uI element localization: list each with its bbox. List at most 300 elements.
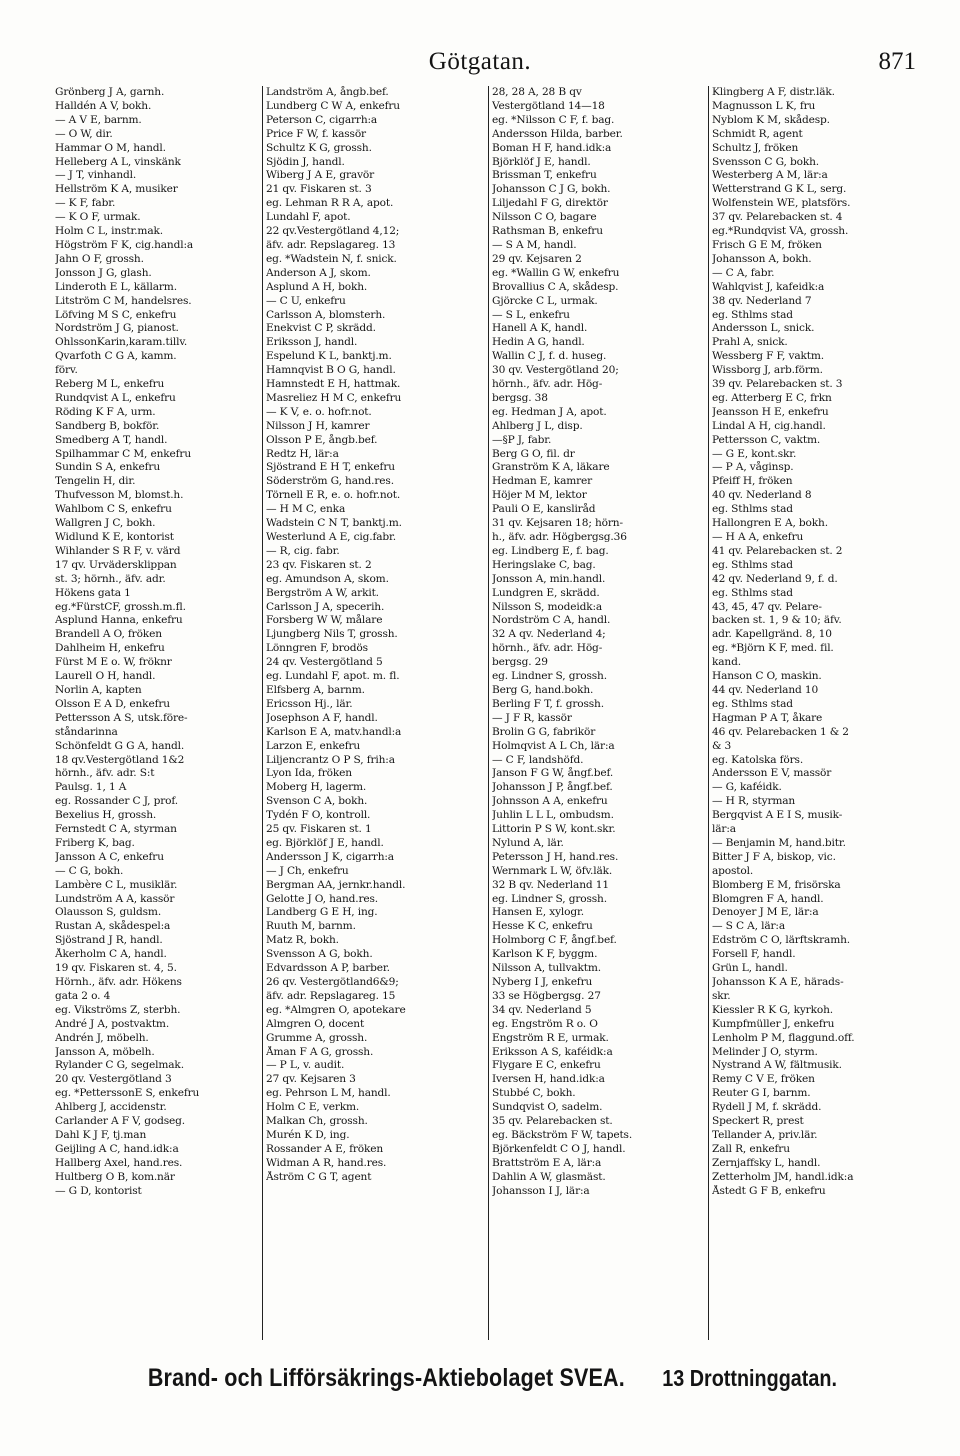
directory-entry: Wetterstrand G K L, serg. <box>712 183 847 196</box>
directory-entry: 40 qv. Nederland 8 <box>712 489 812 502</box>
directory-entry: ståndarinna <box>55 725 118 738</box>
directory-entry: Fernstedt C A, styrman <box>55 823 177 836</box>
directory-entry: — G, kaféidk. <box>712 781 782 794</box>
directory-entry: Sundin S A, enkefru <box>55 461 161 474</box>
directory-entry: Schönfeldt G G A, handl. <box>55 739 185 752</box>
directory-entry: Röding K F A, urm. <box>55 405 156 418</box>
directory-entry: Dahlin A W, glasmäst. <box>492 1170 606 1183</box>
directory-entry: eg.*Rundqvist VA, grossh. <box>712 225 849 238</box>
directory-entry: Matz R, bokh. <box>266 934 339 947</box>
directory-entry: Eriksson A S, kaféidk:a <box>492 1045 613 1058</box>
directory-entry: Wissborg J, arb.förm. <box>712 364 823 377</box>
directory-entry: & 3 <box>712 739 732 752</box>
directory-entry: eg. Engström R o. O <box>492 1017 598 1030</box>
directory-entry: Landström A, ångb.bef. <box>266 86 389 98</box>
directory-entry: Lyon Ida, fröken <box>266 767 352 780</box>
directory-entry: äfv. adr. Repslagareg. 13 <box>266 238 396 251</box>
directory-entry: Rylander C G, segelmak. <box>55 1059 184 1072</box>
directory-entry: Johansson C J G, bokh. <box>492 183 611 196</box>
directory-entry: 29 qv. Kejsaren 2 <box>492 252 582 265</box>
directory-entry: Smedberg A T, handl. <box>55 433 168 446</box>
directory-column-4 <box>712 86 921 1340</box>
directory-entry: eg. Katolska förs. <box>712 753 804 766</box>
directory-entry: eg. *Wadstein N, f. snick. <box>266 252 397 265</box>
directory-entry: Tellander A, priv.lär. <box>712 1128 818 1141</box>
directory-entry: Kumpfmüller J, enkefru <box>712 1017 835 1030</box>
directory-entry: Grün L, handl. <box>712 962 788 975</box>
directory-entry: 46 qv. Pelarebacken 1 & 2 <box>712 725 849 738</box>
directory-entry: Sjödin J, handl. <box>266 155 345 168</box>
directory-entry: Peterson C, cigarrh:a <box>266 113 378 126</box>
directory-entry: Löfving M S C, enkefru <box>55 308 177 321</box>
directory-entry: eg. *Wallin G W, enkefru <box>492 266 620 279</box>
directory-entry: Ahlberg J L, disp. <box>492 419 583 432</box>
directory-entry: Jeansson H E, enkefru <box>712 405 829 418</box>
directory-entry: Karlson E A, matv.handl:a <box>266 725 402 738</box>
directory-entry: Holmborg C F, ångf.bef. <box>492 934 617 947</box>
directory-entry: Fürst M E o. W, fröknr <box>55 656 172 669</box>
directory-entry: h., äfv. adr. Högbergsg.36 <box>492 531 627 543</box>
directory-entry: Berling F T, f. grossh. <box>492 697 604 710</box>
directory-entry: Lindal A H, cig.handl. <box>712 419 826 432</box>
directory-entry: Björklöf J E, handl. <box>492 155 591 168</box>
directory-entry: Rathsman B, enkefru <box>492 225 603 238</box>
directory-entry: Holm C E, verkm. <box>266 1101 360 1114</box>
directory-entry: — G D, kontorist <box>55 1184 142 1197</box>
directory-entry: 34 qv. Nederland 5 <box>492 1003 592 1016</box>
directory-entry: — G E, kont.skr. <box>712 447 797 460</box>
directory-entry: hörnh., äfv. adr. Hög- <box>492 642 603 655</box>
directory-entry: Wallin C J, f. d. huseg. <box>492 350 607 363</box>
directory-entry: äfv. adr. Repslagareg. 15 <box>266 989 396 1002</box>
directory-entry: st. 3; hörnh., äfv. adr. <box>55 572 166 585</box>
directory-entry: — K V, e. o. hofr.not. <box>266 405 372 418</box>
directory-entry: eg. Sthlms stad <box>712 308 793 321</box>
directory-entry: eg. Sthlms stad <box>712 697 793 710</box>
directory-entry: Svenson C A, bokh. <box>266 795 368 808</box>
directory-entry: Hansen E, xylogr. <box>492 906 584 919</box>
directory-entry: Wahlbom C S, enkefru <box>55 503 172 516</box>
directory-entry: — A V E, barnm. <box>55 113 142 126</box>
directory-entry: Brovallius C A, skådesp. <box>492 280 619 293</box>
directory-entry: — H M C, enka <box>266 503 346 516</box>
advertisement-text: Brand- och Lifförsäkrings-Aktiebolaget SVEA. <box>147 1364 625 1392</box>
directory-entry: eg. Lundahl F, apot. m. fl. <box>266 670 400 683</box>
directory-entry: Brolin G G, fabrikör <box>492 725 596 738</box>
directory-entry: Hökens gata 1 <box>55 586 131 599</box>
directory-entry: Zetterholm JM, handl.idk:a <box>712 1170 854 1183</box>
directory-entry: Norlin A, kapten <box>55 683 142 696</box>
directory-entry: Denoyer J M E, lär:a <box>712 906 819 919</box>
directory-entry: Nordström J G, pianost. <box>55 322 179 335</box>
directory-entry: Björkenfeldt C O J, handl. <box>492 1142 626 1155</box>
directory-entry: 42 qv. Nederland 9, f. d. <box>712 572 838 585</box>
directory-entry: Thufvesson M, blomst.h. <box>55 489 184 502</box>
directory-entry: 26 qv. Vestergötland6&9; <box>266 976 399 988</box>
page-header <box>0 48 960 84</box>
directory-entry: 24 qv. Vestergötland 5 <box>266 656 383 669</box>
directory-entry: Stubbé C, bokh. <box>492 1087 576 1100</box>
directory-entry: — C A, fabr. <box>712 266 775 279</box>
directory-column-2 <box>266 86 486 1340</box>
directory-entry: Dahlheim H, enkefru <box>55 642 165 655</box>
directory-entry: eg. Atterberg E C, frkn <box>712 391 832 404</box>
directory-entry: Espelund K L, banktj.m. <box>266 350 392 363</box>
directory-entry: Enekvist C P, skrädd. <box>266 322 376 335</box>
directory-entry: Tengelin H, dir. <box>55 475 136 488</box>
directory-entry: Åman F A G, grossh. <box>266 1045 374 1058</box>
directory-entry: Bergqvist A E I S, musik- <box>712 809 843 822</box>
directory-entry: Lönngren F, brodös <box>266 642 368 655</box>
directory-entry: eg. Sthlms stad <box>712 558 793 571</box>
directory-entry: Engström R E, urmak. <box>492 1031 609 1044</box>
directory-entry: apostol. <box>712 864 754 877</box>
directory-entry: 28, 28 A, 28 B qv <box>492 86 582 98</box>
directory-entry: Åstedt G F B, enkefru <box>712 1184 826 1197</box>
directory-entry: Hagman P A T, åkare <box>712 711 823 724</box>
directory-entry: eg. Lehman R R A, apot. <box>266 197 394 210</box>
directory-entry: Hedman E, kamrer <box>492 475 593 488</box>
directory-entry: Halldén A V, bokh. <box>55 99 152 112</box>
directory-entry: Westerlund A E, cig.fabr. <box>266 531 396 543</box>
directory-entry: Ahlberg J, accidenstr. <box>55 1101 167 1114</box>
directory-entry: Vestergötland 14—18 <box>492 99 605 112</box>
directory-entry: Pfeiff H, fröken <box>712 475 793 488</box>
advertisement-footer <box>0 1364 960 1400</box>
directory-entry: Hanson C O, maskin. <box>712 670 822 683</box>
directory-entry: Nordström C A, handl. <box>492 614 611 627</box>
directory-column-3 <box>492 86 706 1340</box>
directory-entry: eg. *Björn K F, med. fil. <box>712 642 834 655</box>
directory-entry: 30 qv. Vestergötland 20; <box>492 364 619 377</box>
directory-entry: Juhlin L L L, ombudsm. <box>492 809 614 822</box>
directory-entry: Edström C O, lärftskramh. <box>712 934 851 947</box>
directory-entry: Hamnqvist B O G, handl. <box>266 364 396 377</box>
directory-entry: Wihlander S R F, v. värd <box>55 544 181 557</box>
directory-entry: Johansson I J, lär:a <box>492 1184 590 1197</box>
directory-entry: eg. Amundson A, skom. <box>266 572 389 585</box>
directory-entry: Janson F G W, ångf.bef. <box>492 767 614 780</box>
directory-entry: — C U, enkefru <box>266 294 346 307</box>
directory-columns <box>55 86 921 1340</box>
directory-entry: Melinder J O, styrm. <box>712 1045 818 1058</box>
directory-entry: Zernjaffsky L, handl. <box>712 1156 821 1169</box>
directory-entry: 23 qv. Fiskaren st. 2 <box>266 558 372 571</box>
directory-entry: Andersson L, snick. <box>712 322 815 335</box>
directory-entry: Lundahl F, apot. <box>266 211 351 224</box>
directory-entry: Murén K D, ing. <box>266 1128 350 1141</box>
directory-entry: Lambère C L, musiklär. <box>55 878 178 891</box>
directory-entry: — K F, fabr. <box>55 197 116 210</box>
directory-entry: — J T, vinhandl. <box>55 169 137 182</box>
directory-entry: Widlund K E, kontorist <box>55 531 174 543</box>
directory-entry: Hultberg O B, kom.när <box>55 1170 175 1183</box>
directory-entry: Spilhammar C M, enkefru <box>55 447 191 460</box>
directory-entry: bergsg. 38 <box>492 391 548 404</box>
directory-entry: Holmqvist A L Ch, lär:a <box>492 739 615 752</box>
directory-entry: Jansson A, möbelh. <box>55 1045 155 1058</box>
directory-entry: Jansson A C, enkefru <box>55 850 164 863</box>
directory-entry: eg. Lindner S, grossh. <box>492 670 607 683</box>
directory-entry: Linderoth E L, källarm. <box>55 280 177 293</box>
directory-entry: Remy C V E, fröken <box>712 1073 815 1086</box>
directory-entry: 18 qv.Vestergötland 1&2 <box>55 753 185 766</box>
directory-entry: Litström C M, handelsres. <box>55 294 192 307</box>
directory-entry: Larzon E, enkefru <box>266 739 361 752</box>
directory-entry: —§P J, fabr. <box>492 433 552 446</box>
directory-entry: 25 qv. Fiskaren st. 1 <box>266 823 372 836</box>
directory-entry: Svensson C G, bokh. <box>712 155 819 168</box>
directory-entry: Sandberg B, bokför. <box>55 419 160 432</box>
directory-entry: Hallongren E A, bokh. <box>712 517 828 530</box>
directory-entry: Söderström G, hand.res. <box>266 475 394 488</box>
directory-entry: Brissman T, enkefru <box>492 169 597 182</box>
directory-entry: Hallberg Axel, hand.res. <box>55 1156 183 1169</box>
directory-entry: Sjöstrand J R, handl. <box>55 934 163 947</box>
directory-entry: Jahn O F, grossh. <box>55 252 144 265</box>
directory-entry: Johansson J P, ångf.bef. <box>492 781 613 794</box>
directory-entry: Ljungberg Nils T, grossh. <box>266 628 398 641</box>
directory-entry: 41 qv. Pelarebacken st. 2 <box>712 544 843 557</box>
directory-entry: Reuter G I, barnm. <box>712 1087 811 1100</box>
directory-entry: Granström K A, läkare <box>492 461 610 474</box>
directory-entry: Hesse K C, enkefru <box>492 920 593 933</box>
directory-entry: Zall R, enkefru <box>712 1142 790 1155</box>
directory-entry: Jonsson A, min.handl. <box>492 572 606 585</box>
directory-entry: eg. Lindberg E, f. bag. <box>492 544 609 557</box>
directory-entry: 21 qv. Fiskaren st. 3 <box>266 183 372 196</box>
directory-entry: Asplund A H, bokh. <box>266 280 368 293</box>
directory-entry: Gelotte J O, hand.res. <box>266 892 379 905</box>
directory-entry: Schultz K G, grossh. <box>266 141 372 154</box>
directory-entry: Frisch G E M, fröken <box>712 238 822 251</box>
directory-entry: Paulsg. 1, 1 A <box>55 781 127 794</box>
directory-entry: Dahl K J F, tj.man <box>55 1128 147 1141</box>
directory-entry: — H R, styrman <box>712 795 796 808</box>
directory-entry: Magnusson L K, fru <box>712 99 816 112</box>
directory-entry: Prahl A, snick. <box>712 336 788 349</box>
directory-entry: Landberg G E H, ing. <box>266 906 378 919</box>
directory-entry: — P A, våginsp. <box>712 461 794 474</box>
directory-entry: Andersson J K, cigarrh:a <box>266 850 394 863</box>
directory-entry: Eriksson J, handl. <box>266 336 358 349</box>
directory-entry: 37 qv. Pelarebacken st. 4 <box>712 211 843 224</box>
directory-entry: hörnh., äfv. adr. S:t <box>55 767 155 780</box>
directory-entry: eg. *Nilsson C F, f. bag. <box>492 113 615 126</box>
directory-entry: 43, 45, 47 qv. Pelare- <box>712 600 822 613</box>
directory-entry: Blomberg E M, frisörska <box>712 878 841 891</box>
directory-entry: Ericsson Hj., lär. <box>266 697 353 710</box>
directory-entry: backen st. 1, 9 & 10; äfv. <box>712 614 842 627</box>
directory-entry: Blomgren F A, handl. <box>712 892 824 905</box>
directory-entry: Speckert R, prest <box>712 1115 804 1128</box>
directory-entry: Tydén F O, kontroll. <box>266 809 371 822</box>
directory-entry: Iversen H, hand.idk:a <box>492 1073 605 1086</box>
directory-entry: Nilsson A, tullvaktm. <box>492 962 601 975</box>
directory-entry: OhlssonKarin,karam.tillv. <box>55 336 188 349</box>
directory-entry: 44 qv. Nederland 10 <box>712 683 819 696</box>
directory-entry: Nilsson J H, kamrer <box>266 419 370 432</box>
directory-entry: — S C A, lär:a <box>712 920 785 933</box>
directory-entry: Johansson A, bokh. <box>712 252 812 265</box>
directory-entry: eg. Lindner S, grossh. <box>492 892 607 905</box>
directory-entry: Asplund Hanna, enkefru <box>55 614 183 627</box>
directory-entry: Wahlqvist J, kafeidk:a <box>712 280 825 293</box>
directory-entry: — S A M, handl. <box>492 238 577 251</box>
directory-entry: Nyberg I J, enkefru <box>492 976 593 988</box>
directory-entry: eg. Bäckström F W, tapets. <box>492 1128 633 1141</box>
directory-entry: Edvardsson A P, barber. <box>266 962 390 975</box>
directory-entry: Qvarfoth C G A, kamm. <box>55 350 177 363</box>
directory-entry: Price F W, f. kassör <box>266 127 366 140</box>
directory-entry: Klingberg A F, distr.läk. <box>712 86 835 98</box>
directory-entry: Malkan Ch, grossh. <box>266 1115 368 1128</box>
directory-entry: Törnell E R, e. o. hofr.not. <box>266 489 401 502</box>
directory-entry: Schultz J, fröken <box>712 141 799 154</box>
directory-entry: Lundberg C W A, enkefru <box>266 99 400 112</box>
directory-entry: Nilsson C O, bagare <box>492 211 597 224</box>
directory-entry: — C F, landshöfd. <box>492 753 584 766</box>
directory-entry: 38 qv. Nederland 7 <box>712 294 812 307</box>
directory-entry: Nylund A, lär. <box>492 836 564 849</box>
directory-entry: Hellström K A, musiker <box>55 183 178 196</box>
directory-entry: 20 qv. Vestergötland 3 <box>55 1073 172 1086</box>
directory-entry: Karlson K F, byggm. <box>492 948 598 961</box>
directory-column-1 <box>55 86 260 1340</box>
directory-entry: hörnh., äfv. adr. Hög- <box>492 378 603 391</box>
directory-entry: Ruuth M, barnm. <box>266 920 356 933</box>
directory-entry: 27 qv. Kejsaren 3 <box>266 1073 356 1086</box>
directory-entry: eg. Hedman J A, apot. <box>492 405 607 418</box>
directory-entry: Wolfenstein WE, platsförs. <box>712 197 851 210</box>
directory-entry: Bergström A W, arkit. <box>266 586 379 599</box>
directory-entry: eg. Sthlms stad <box>712 503 793 516</box>
directory-entry: lär:a <box>712 823 736 836</box>
directory-entry: adr. Kapellgränd. 8, 10 <box>712 628 832 641</box>
directory-entry: Schmidt R, agent <box>712 127 803 140</box>
directory-entry: Berg G, hand.bokh. <box>492 683 594 696</box>
directory-entry: Bergman AA, jernkr.handl. <box>266 878 406 891</box>
directory-entry: Redtz H, lär:a <box>266 447 339 460</box>
directory-entry: 33 se Högbergsg. 27 <box>492 989 601 1002</box>
directory-entry: Olausson S, guldsm. <box>55 906 162 919</box>
directory-entry: Friberg K, bag. <box>55 836 135 849</box>
directory-entry: 17 qv. Urvädersklippan <box>55 558 177 571</box>
directory-entry: Liljedahl F G, direktör <box>492 197 608 210</box>
directory-entry: Liljencrantz O P S, frih:a <box>266 753 395 766</box>
directory-entry: Forsell F, handl. <box>712 948 796 961</box>
directory-entry: 31 qv. Kejsaren 18; hörn- <box>492 517 623 530</box>
directory-entry: 22 qv.Vestergötland 4,12; <box>266 225 400 238</box>
directory-entry: Grönberg J A, garnh. <box>55 86 165 98</box>
directory-entry: Josephson A F, handl. <box>266 711 378 724</box>
directory-entry: Laurell O H, handl. <box>55 670 156 683</box>
directory-entry: eg. *PetterssonE S, enkefru <box>55 1087 200 1100</box>
directory-entry: eg. Pehrson L M, handl. <box>266 1087 391 1100</box>
directory-entry: — J F R, kassör <box>492 711 572 724</box>
directory-entry: Carlander A F V, godseg. <box>55 1115 185 1128</box>
directory-entry: — K O F, urmak. <box>55 211 141 224</box>
directory-entry: — S L, enkefru <box>492 308 570 321</box>
directory-entry: Heringslake C, bag. <box>492 558 596 571</box>
directory-entry: Svensson A G, bokh. <box>266 948 373 961</box>
directory-entry: Högström F K, cig.handl:a <box>55 238 194 251</box>
directory-entry: Gjörcke C L, urmak. <box>492 294 598 307</box>
directory-entry: eg. *Almgren O, apotekare <box>266 1003 406 1016</box>
directory-entry: Helleberg A L, vinskänk <box>55 155 181 168</box>
directory-entry: Wernmark L W, öfv.läk. <box>492 864 613 877</box>
directory-entry: Carlsson J A, specerih. <box>266 600 385 613</box>
directory-entry: Wadstein C N T, banktj.m. <box>266 517 402 530</box>
directory-entry: Wallgren J C, bokh. <box>55 517 156 530</box>
directory-entry: Hörnh., äfv. adr. Hökens <box>55 976 182 988</box>
directory-entry: — C G, bokh. <box>55 864 124 877</box>
directory-entry: 32 A qv. Nederland 4; <box>492 628 606 641</box>
directory-entry: Nystrand A W, fältmusik. <box>712 1059 842 1072</box>
directory-entry: förv. <box>55 364 78 377</box>
directory-entry: Elfsberg A, barnm. <box>266 683 365 696</box>
directory-entry: eg. Rossander C J, prof. <box>55 795 179 808</box>
directory-entry: André J A, postvaktm. <box>55 1017 170 1030</box>
directory-entry: Widman A R, hand.res. <box>266 1156 387 1169</box>
directory-entry: Pettersson C, vaktm. <box>712 433 821 446</box>
directory-entry: gata 2 o. 4 <box>55 989 111 1002</box>
directory-entry: Jonsson J G, glash. <box>55 266 152 279</box>
directory-entry: Rossander A E, fröken <box>266 1142 384 1155</box>
directory-entry: bergsg. 29 <box>492 656 548 669</box>
directory-entry: Littorin P S W, kont.skr. <box>492 823 616 836</box>
directory-entry: Pettersson A S, utsk.före- <box>55 711 188 724</box>
directory-entry: Lenholm P M, flaggund.off. <box>712 1031 855 1044</box>
directory-entry: Bitter J F A, biskop, vic. <box>712 850 836 863</box>
page-number: 871 <box>878 48 916 75</box>
directory-entry: Hamnstedt E H, hattmak. <box>266 378 401 391</box>
directory-entry: Johnsson A A, enkefru <box>492 795 608 808</box>
directory-entry: Höjer M M, lektor <box>492 489 587 502</box>
directory-entry: Carlsson A, blomsterh. <box>266 308 386 321</box>
directory-entry: Holm C L, instr.mak. <box>55 225 163 238</box>
directory-entry: eg. Vikströms Z, sterbh. <box>55 1003 181 1016</box>
directory-entry: Hammar O M, handl. <box>55 141 166 154</box>
directory-entry: Anderson A J, skom. <box>266 266 371 279</box>
directory-entry: Brattström E A, lär:a <box>492 1156 602 1169</box>
directory-entry: eg.*FürstCF, grossh.m.fl. <box>55 600 186 613</box>
directory-entry: 39 qv. Pelarebacken st. 3 <box>712 378 843 391</box>
directory-entry: Åström C G T, agent <box>266 1170 372 1183</box>
directory-entry: Grumme A, grossh. <box>266 1031 368 1044</box>
directory-entry: Wiberg J A E, gravör <box>266 169 375 182</box>
directory-entry: Johansson K A E, härads- <box>712 976 844 988</box>
directory-entry: Andrén J, möbelh. <box>55 1031 149 1044</box>
directory-entry: 35 qv. Pelarebacken st. <box>492 1115 613 1128</box>
directory-entry: 19 qv. Fiskaren st. 4, 5. <box>55 962 177 975</box>
directory-entry: — Benjamin M, hand.bitr. <box>712 836 846 849</box>
directory-entry: Andersson E V, massör <box>712 767 832 780</box>
directory-entry: Nyblom K M, skådesp. <box>712 113 830 126</box>
directory-entry: eg. Sthlms stad <box>712 586 793 599</box>
directory-entry: Olsson E A D, enkefru <box>55 697 170 710</box>
directory-entry: skr. <box>712 989 731 1002</box>
directory-entry: Rundqvist A L, enkefru <box>55 391 176 404</box>
directory-entry: Masreliez H M C, enkefru <box>266 391 402 404</box>
directory-entry: — O W, dir. <box>55 127 113 140</box>
directory-entry: Bexelius H, grossh. <box>55 809 157 822</box>
directory-entry: Petersson J H, hand.res. <box>492 850 619 863</box>
directory-entry: kand. <box>712 656 741 669</box>
street-title: Götgatan. <box>428 48 532 75</box>
directory-entry: Reberg M L, enkefru <box>55 378 165 391</box>
directory-entry: Rustan A, skådespel:a <box>55 920 171 933</box>
